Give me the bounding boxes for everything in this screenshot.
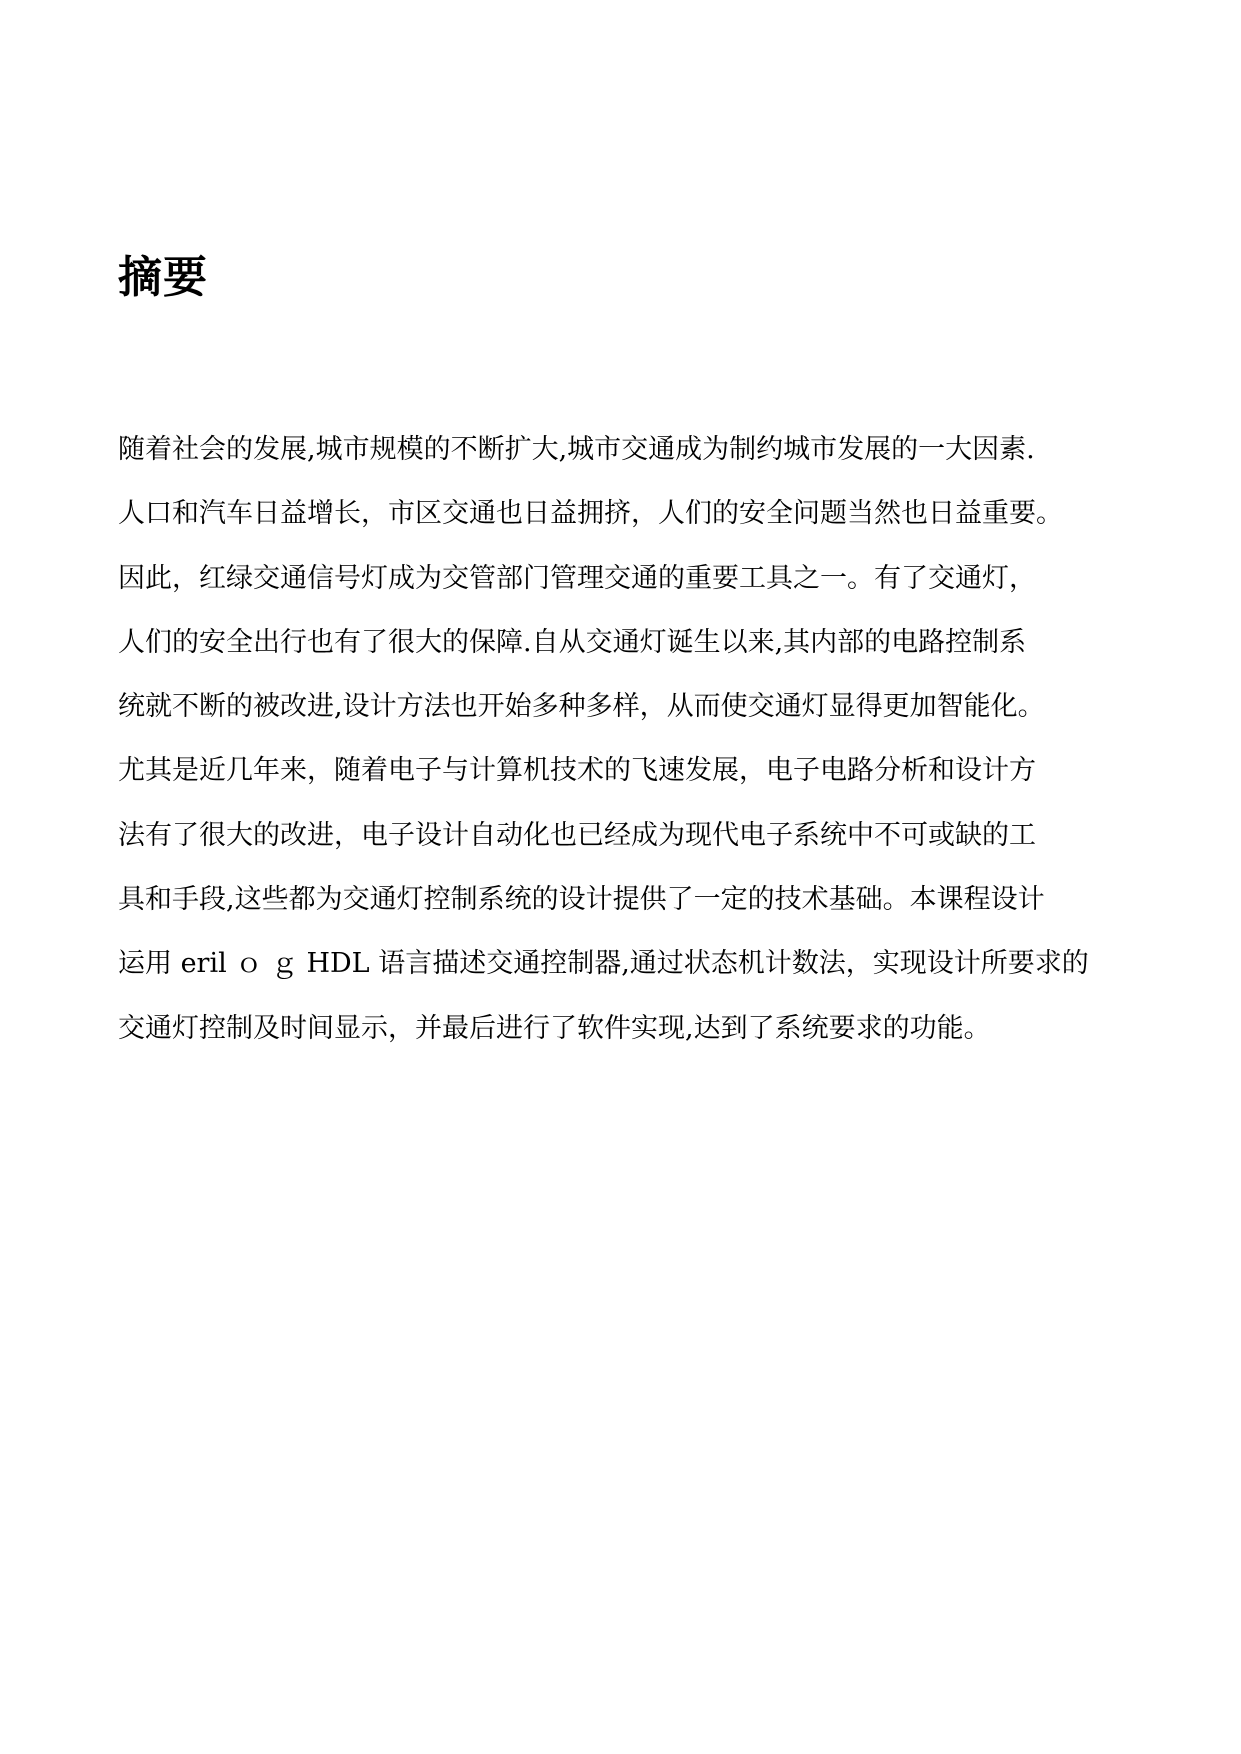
abstract-line: 交通灯控制及时间显示，并最后进行了软件实现,达到了系统要求的功能。 <box>118 1012 991 1044</box>
abstract-line: 因此，红绿交通信号灯成为交管部门管理交通的重要工具之一。有了交通灯， <box>118 562 1036 594</box>
abstract-line: 人口和汽车日益增长，市区交通也日益拥挤，人们的安全问题当然也日益重要。 <box>118 498 1063 530</box>
abstract-line: 人们的安全出行也有了很大的保障.自从交通灯诞生以来,其内部的电路控制系 <box>118 626 1027 658</box>
abstract-title: 摘要 <box>118 252 208 303</box>
abstract-line: 法有了很大的改进，电子设计自动化也已经成为现代电子系统中不可或缺的工 <box>118 819 1036 851</box>
abstract-line: 尤其是近几年来，随着电子与计算机技术的飞速发展，电子电路分析和设计方 <box>118 755 1036 787</box>
abstract-line: 统就不断的被改进,设计方法也开始多种多样，从而使交通灯显得更加智能化。 <box>118 691 1045 723</box>
abstract-line: 具和手段,这些都为交通灯控制系统的设计提供了一定的技术基础。本课程设计 <box>118 884 1045 916</box>
abstract-line: 运用 eril ｏ ｇ HDL 语言描述交通控制器,通过状态机计数法，实现设计所要求的 <box>118 948 1089 980</box>
abstract-line: 随着社会的发展,城市规模的不断扩大,城市交通成为制约城市发展的一大因素. <box>118 434 1035 465</box>
abstract-body <box>118 418 1128 1061</box>
